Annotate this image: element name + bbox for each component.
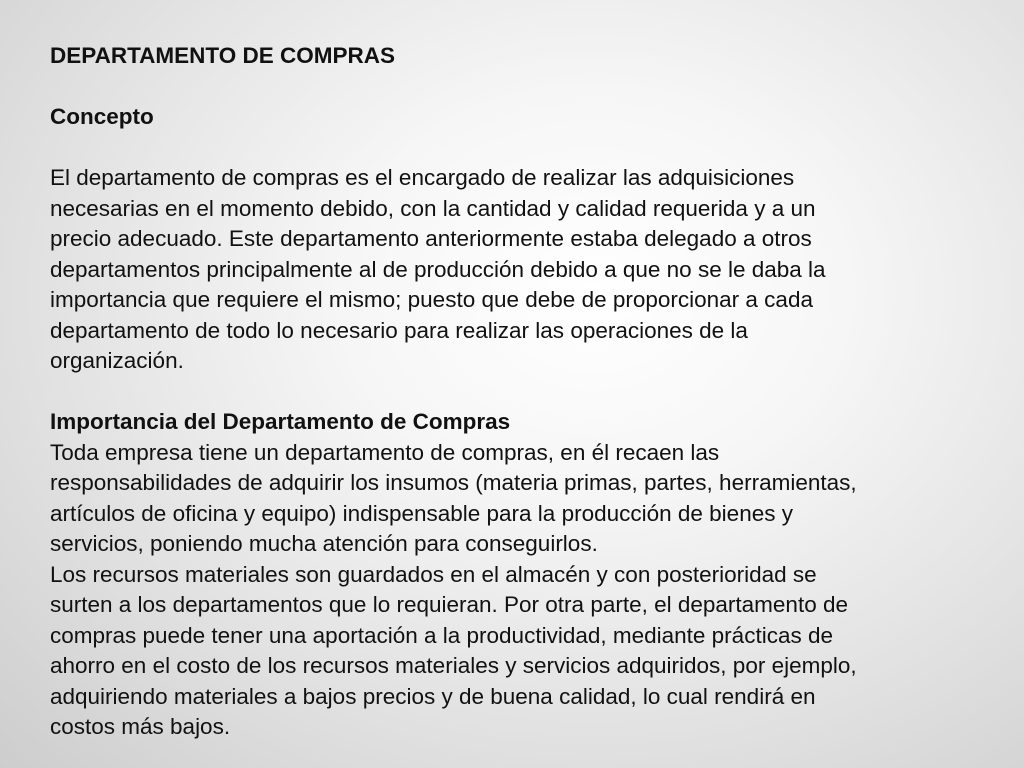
paragraph-line: precio adecuado. Este departamento anteriormente estaba delegado a otros [50,226,812,251]
paragraph-line: artículos de oficina y equipo) indispensable para la producción de bienes y [50,500,793,526]
paragraph-line: departamentos principalmente al de producción debido a que no se le daba la [50,256,826,282]
paragraph-line: responsabilidades de adquirir los insumos (materia primas, partes, herramientas, [50,470,857,495]
paragraph-line: costos más bajos. [50,714,231,739]
section-heading-concepto: Concepto [50,104,154,129]
paragraph-line: surten a los departamentos que lo requieran. Por otra parte, el departamento de [50,592,848,617]
paragraph-line: El departamento de compras es el encargado de realizar las adquisiciones [50,165,795,190]
paragraph-line: importancia que requiere el mismo; puesto que debe de proporcionar a cada [50,287,813,312]
spacer [50,377,984,408]
spacer [50,72,984,103]
paragraph-line: organización. [50,348,184,373]
slide-title: DEPARTAMENTO DE COMPRAS [50,43,396,68]
paragraph-line: ahorro en el costo de los recursos materiales y servicios adquiridos, por ejemplo, [50,653,857,678]
paragraph-line: compras puede tener una aportación a la productividad, mediante prácticas de [50,622,833,648]
paragraph-line: servicios, poniendo mucha atención para conseguirlos. [50,531,598,556]
paragraph-line: Toda empresa tiene un departamento de compras, en él recaen las [50,439,720,465]
section-heading-importancia: Importancia del Departamento de Compras [50,409,511,434]
paragraph-line: departamento de todo lo necesario para realizar las operaciones de la [50,317,748,343]
section-body-concepto [50,163,984,377]
paragraph-line: adquiriendo materiales a bajos precios y de buena calidad, lo cual rendirá en [50,683,816,709]
paragraph-line: necesarias en el momento debido, con la cantidad y calidad requerida y a un [50,195,816,221]
section-body-importancia [50,438,984,743]
spacer [50,133,984,164]
paragraph-line: Los recursos materiales son guardados en el almacén y con posterioridad se [50,561,817,587]
